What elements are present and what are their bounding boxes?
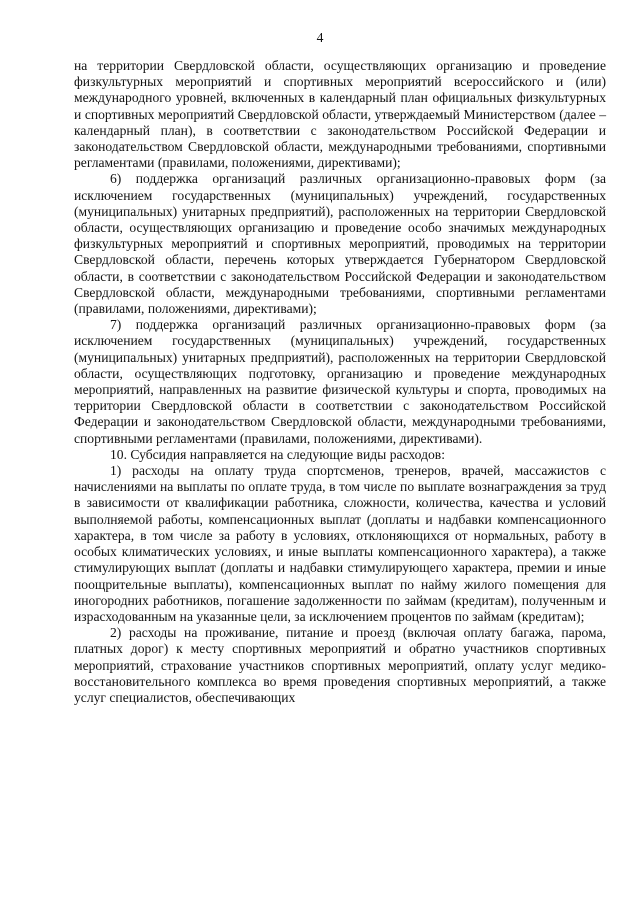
document-body [74,58,606,706]
paragraph-clause-10: 10. Субсидия направляется на следующие виды расходов: [110,446,445,462]
paragraph-expense-1: 1) расходы на оплату труда спортсменов, тренеров, врачей, массажистов с начислениями на выплаты по оплате труда, в том числе по выплате вознаграждения за труд в зависимости от квалификации работника, сложности, количества, качества и условий выполняемой работы, компенсационных выплат (доплаты и надбавки компенсационного характера, в том числе за работу в условиях, отклоняющихся от нормальных, работу в особых климатических условиях, и иные выплаты компенсационного характера), а также стимулирующих выплат (доплаты и надбавки стимулирующего характера, премии и иные поощрительные выплаты), компенсационных выплат по найму жилого помещения для иногородних работников, погашение задолженности по займам (кредитам), полученным и израсходованным на указанные цели, за исключением процентов по займам (кредитам); [74,463,606,624]
paragraph-expense-2: 2) расходы на проживание, питание и проезд (включая оплату багажа, парома, платных дорог) к месту спортивных мероприятий и обратно участников спортивных мероприятий, страхование участников спортивных мероприятий, оплату услуг медико-восстановительного комплекса во время проведения спортивных мероприятий, а также услуг специалистов, обеспечивающих [74,625,606,705]
page-number: 4 [316,30,324,45]
paragraph-item-6: 6) поддержка организаций различных организационно-правовых форм (за исключением государственных (муниципальных) учреждений, государственных (муниципальных) унитарных предприятий), расположенных на территории Свердловской области, осуществляющих организацию и проведение особо значимых международных физкультурных мероприятий и спортивных мероприятий, проводимых на территории Свердловской области, перечень которых утверждается Губернатором Свердловской области, в соответствии с законодательством Российской Федерации и законодательством Свердловской области, международными требованиями, спортивными регламентами (правилами, положениями, директивами); [74,171,606,317]
paragraph-continuation: на территории Свердловской области, осуществляющих организацию и проведение физкультурных мероприятий и спортивных мероприятий всероссийского и (или) международного уровней, включенных в календарный план официальных физкультурных и спортивных мероприятий Свердловской области, утверждаемый Министерством (далее – календарный план), в соответствии с законодательством Российской Федерации и законодательством Свердловской области, международными требованиями, спортивными регламентами (правилами, положениями, директивами); [74,58,606,171]
paragraph-item-7: 7) поддержка организаций различных организационно-правовых форм (за исключением государственных (муниципальных) учреждений, государственных (муниципальных) унитарных предприятий), расположенных на территории Свердловской области, осуществляющих подготовку, организацию и проведение международных мероприятий, направленных на развитие физической культуры и спорта, проводимых на территории Свердловской области в соответствии с законодательством Российской Федерации и законодательством Свердловской области, международными требованиями, спортивными регламентами (правилами, положениями, директивами). [74,317,606,446]
